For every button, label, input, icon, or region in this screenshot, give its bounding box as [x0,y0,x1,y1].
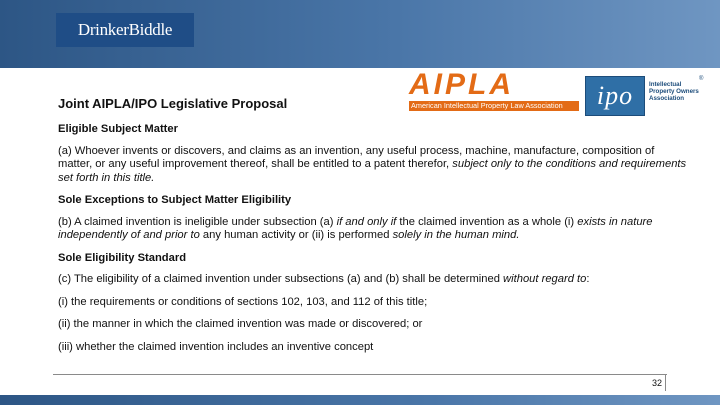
paragraph-b [58,216,690,243]
paragraph-a-italic: subject only to the conditions and requirements set forth in this title. [58,158,687,184]
paragraph-b-italic-1: if and only if [336,215,397,228]
footer-divider [53,374,667,375]
paragraph-b-italic-3: solely in the human mind. [392,229,520,241]
slide-title: Joint AIPLA/IPO Legislative Proposal [58,96,288,111]
paragraph-a-text: (a) Whoever invents or discovers, and claims as an invention, any useful process, machine, manufacture, composition of matter, or any useful improvement thereof, shall be entitled to a patent therefor, [58,144,655,170]
paragraph-c-italic: without regard to [503,273,587,285]
list-item-ii: (ii) the manner in which the claimed invention was made or discovered; or [58,318,423,330]
ipo-logo [585,76,705,116]
header-band [0,0,720,68]
ipo-registered-mark: ® [699,76,704,82]
paragraph-a [58,145,690,186]
paragraph-b-text-2: the claimed invention as a whole (i) [396,215,578,228]
aipla-full-name: American Intellectual Property Law Association [409,101,579,111]
paragraph-b-text-1: (b) A claimed invention is ineligible under subsection (a) [58,215,337,228]
section-heading-eligible-subject-matter: Eligible Subject Matter [58,123,178,135]
ipo-badge: ipo [585,76,645,116]
paragraph-c-end: : [586,273,590,285]
aipla-logo [405,68,577,114]
footer-tick [665,374,666,391]
aipla-logo-text: AIPLA [409,68,514,101]
section-heading-sole-exceptions: Sole Exceptions to Subject Matter Eligibility [58,194,292,206]
paragraph-b-text-3: any human activity or (ii) is performed [199,229,393,241]
page-number: 32 [651,378,662,388]
paragraph-b-italic-2: exists in nature independently of and prior to [58,215,653,241]
ipo-full-name: Intellectual Property Owners Association [649,81,699,102]
paragraph-c-text: (c) The eligibility of a claimed invention under subsections (a) and (b) shall be determined [58,273,504,285]
list-item-iii: (iii) whether the claimed invention includes an inventive concept [58,340,374,353]
bottom-band [0,395,720,405]
slide-content [58,123,690,363]
paragraph-c [58,273,690,287]
drinker-biddle-logo: DrinkerBiddle [56,13,194,47]
section-heading-sole-eligibility-standard: Sole Eligibility Standard [58,251,187,264]
list-item-i: (i) the requirements or conditions of sections 102, 103, and 112 of this title; [58,295,428,308]
